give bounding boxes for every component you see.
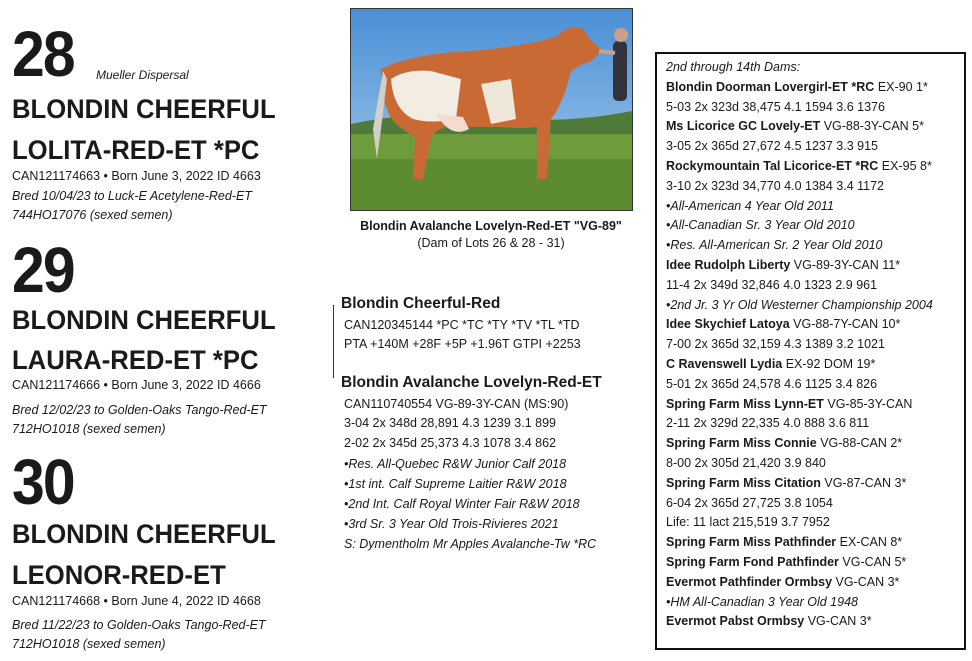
ancestor-honor: •All-American 4 Year Old 2011 — [666, 198, 834, 213]
ancestor-record: 2-11 2x 329d 22,335 4.0 888 3.6 811 — [666, 416, 870, 431]
cow-photo — [350, 8, 633, 211]
ancestor-name: Spring Farm Miss Citation — [666, 475, 821, 490]
ancestor-row — [666, 434, 955, 454]
lot-registration: CAN121174668 • Born June 4, 2022 ID 4668 — [12, 594, 261, 608]
ancestor-name: Evermot Pabst Ormbsy — [666, 614, 805, 629]
ancestor-classification: EX-92 DOM 19* — [782, 356, 876, 371]
ancestor-record: Life: 11 lact 215,519 3.7 7952 — [666, 515, 830, 530]
lot-breeding-line1: Bred 11/22/23 to Golden-Oaks Tango-Red-ET — [12, 618, 266, 632]
ancestor-record: 5-01 2x 365d 24,578 4.6 1125 3.4 826 — [666, 376, 878, 391]
lot-name-line1: BLONDIN CHEERFUL — [12, 305, 276, 335]
lot-number: 30 — [12, 446, 74, 518]
ancestor-row — [666, 533, 955, 553]
ancestor-row — [666, 78, 955, 98]
ancestor-honor: •2nd Jr. 3 Yr Old Westerner Championship 2004 — [666, 297, 933, 312]
ancestor-row — [666, 612, 955, 632]
dam-name: Blondin Avalanche Lovelyn-Red-ET — [341, 374, 602, 391]
ancestor-classification: EX-CAN 8* — [836, 535, 903, 550]
ancestor-classification: EX-95 8* — [878, 158, 932, 173]
ancestor-classification: VG-CAN 3* — [832, 574, 900, 589]
ancestor-record: 3-10 2x 323d 34,770 4.0 1384 3.4 1172 — [666, 178, 885, 193]
ancestor-name: Rockymountain Tal Licorice-ET *RC — [666, 158, 879, 173]
dam-honor: •3rd Sr. 3 Year Old Trois-Rivieres 2021 — [344, 517, 559, 531]
ancestor-name: Ms Licorice GC Lovely-ET — [666, 119, 821, 134]
ancestor-record: 3-05 2x 365d 27,672 4.5 1237 3.3 915 — [666, 139, 878, 154]
ancestor-row — [666, 117, 955, 137]
lot-registration: CAN121174663 • Born June 3, 2022 ID 4663 — [12, 169, 261, 183]
dam-sire-line: S: Dymentholm Mr Apples Avalanche-Tw *RC — [344, 537, 597, 551]
dams-box-header: 2nd through 14th Dams: — [666, 60, 801, 74]
ancestor-name: Spring Farm Miss Connie — [666, 436, 817, 451]
ancestor-row — [666, 573, 955, 593]
ancestor-classification: VG-88-3Y-CAN 5* — [820, 119, 924, 134]
ancestor-record: 8-00 2x 305d 21,420 3.9 840 — [666, 455, 826, 470]
sire-info-line2: PTA +140M +28F +5P +1.96T GTPI +2253 — [344, 337, 581, 351]
lot-name-line2: LOLITA-RED-ET *PC — [12, 135, 260, 165]
dams-box — [655, 52, 966, 650]
lot-number: 29 — [12, 234, 74, 306]
ancestor-classification: VG-87-CAN 3* — [820, 475, 907, 490]
lot-number: 28 — [12, 18, 74, 90]
lot-name-line1: BLONDIN CHEERFUL — [12, 519, 276, 549]
cow-illustration — [351, 9, 632, 210]
ancestor-record: 5-03 2x 323d 38,475 4.1 1594 3.6 1376 — [666, 99, 885, 114]
dispersal-label: Mueller Dispersal — [96, 68, 189, 82]
dam-line: 2-02 2x 345d 25,373 4.3 1078 3.4 862 — [344, 436, 556, 450]
ancestor-name: Idee Skychief Latoya — [666, 317, 790, 332]
pedigree-divider — [333, 305, 334, 378]
ancestor-row — [666, 474, 955, 494]
lot-breeding-line2: 744HO17076 (sexed semen) — [12, 208, 173, 222]
ancestor-row — [666, 256, 955, 276]
lot-name-line2: LEONOR-RED-ET — [12, 560, 226, 590]
ancestor-row — [666, 157, 955, 177]
ancestor-name: Spring Farm Fond Pathfinder — [666, 554, 839, 569]
lot-name-line1: BLONDIN CHEERFUL — [12, 94, 276, 124]
ancestor-record: 6-04 2x 365d 27,725 3.8 1054 — [666, 495, 833, 510]
ancestor-classification: EX-90 1* — [874, 79, 928, 94]
ancestor-name: Blondin Doorman Lovergirl-ET *RC — [666, 79, 875, 94]
ancestor-classification: VG-CAN 3* — [804, 614, 872, 629]
ancestor-record: 7-00 2x 365d 32,159 4.3 1389 3.2 1021 — [666, 337, 885, 352]
ancestor-classification: VG-85-3Y-CAN — [823, 396, 913, 411]
ancestor-classification: VG-88-CAN 2* — [816, 436, 903, 451]
lot-breeding-line1: Bred 12/02/23 to Golden-Oaks Tango-Red-ET — [12, 403, 267, 417]
lot-registration: CAN121174666 • Born June 3, 2022 ID 4666 — [12, 378, 261, 392]
lot-breeding-line1: Bred 10/04/23 to Luck-E Acetylene-Red-ET — [12, 189, 252, 203]
sire-name: Blondin Cheerful-Red — [341, 295, 501, 312]
ancestor-honor: •All-Canadian Sr. 3 Year Old 2010 — [666, 218, 855, 233]
ancestor-name: Spring Farm Miss Lynn-ET — [666, 396, 824, 411]
lot-name-line2: LAURA-RED-ET *PC — [12, 345, 259, 375]
sire-info-line1: CAN120345144 *PC *TC *TY *TV *TL *TD — [344, 318, 580, 332]
ancestor-name: Spring Farm Miss Pathfinder — [666, 535, 837, 550]
dams-list — [666, 78, 955, 632]
ancestor-row — [666, 553, 955, 573]
ancestor-honor: •Res. All-American Sr. 2 Year Old 2010 — [666, 238, 883, 253]
dam-line: CAN110740554 VG-89-3Y-CAN (MS:90) — [344, 397, 569, 411]
ancestor-row — [666, 315, 955, 335]
ancestor-name: C Ravenswell Lydia — [666, 356, 783, 371]
ancestor-name: Evermot Pathfinder Ormbsy — [666, 574, 833, 589]
ancestor-classification: VG-88-7Y-CAN 10* — [789, 317, 901, 332]
dam-honor: •1st int. Calf Supreme Laitier R&W 2018 — [344, 477, 567, 491]
lot-breeding-line2: 712HO1018 (sexed semen) — [12, 637, 166, 651]
dam-honor: •2nd Int. Calf Royal Winter Fair R&W 2018 — [344, 497, 580, 511]
photo-caption-sub: (Dam of Lots 26 & 28 - 31) — [417, 235, 565, 250]
dam-line: 3-04 2x 348d 28,891 4.3 1239 3.1 899 — [344, 416, 556, 430]
ancestor-row — [666, 395, 955, 415]
lot-breeding-line2: 712HO1018 (sexed semen) — [12, 422, 166, 436]
ancestor-honor: •HM All-Canadian 3 Year Old 1948 — [666, 594, 858, 609]
ancestor-record: 11-4 2x 349d 32,846 4.0 1323 2.9 961 — [666, 277, 878, 292]
ancestor-classification: VG-CAN 5* — [838, 554, 907, 569]
ancestor-classification: VG-89-3Y-CAN 11* — [790, 257, 901, 272]
photo-caption-name: Blondin Avalanche Lovelyn-Red-ET "VG-89" — [360, 219, 622, 233]
ancestor-row — [666, 355, 955, 375]
ancestor-name: Idee Rudolph Liberty — [666, 257, 791, 272]
photo-caption — [330, 218, 652, 252]
dam-honor: •Res. All-Quebec R&W Junior Calf 2018 — [344, 457, 567, 471]
